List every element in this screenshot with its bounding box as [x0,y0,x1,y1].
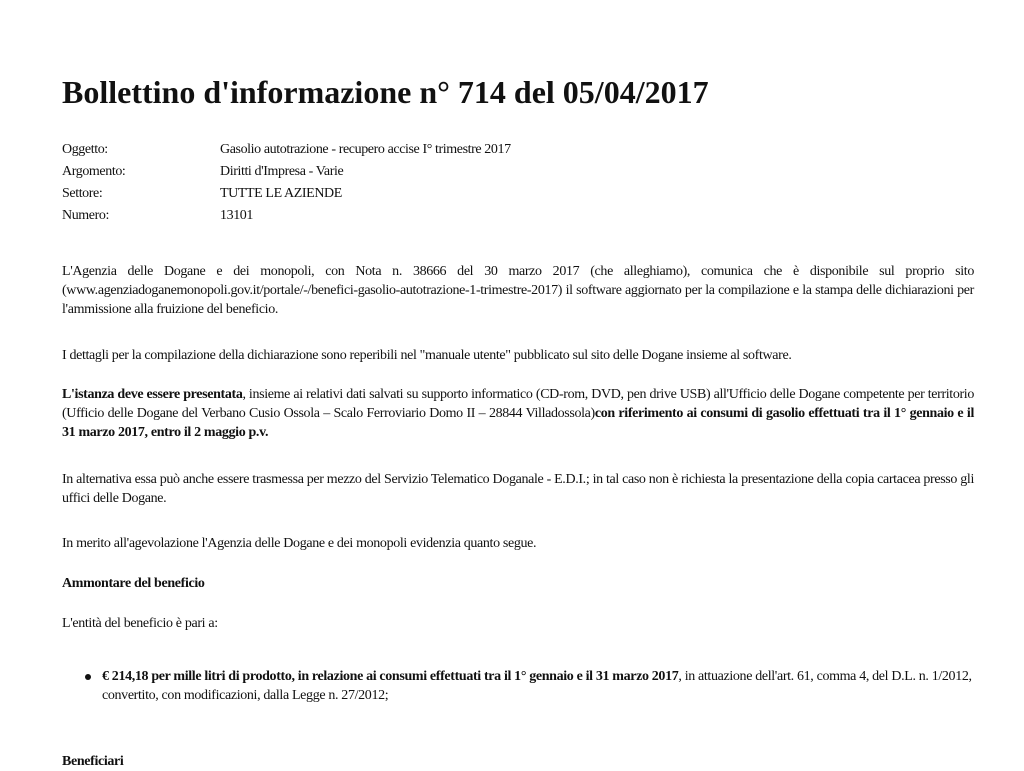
heading-beneficiari: Beneficiari [62,754,124,769]
meta-row-settore [62,183,511,205]
meta-value: TUTTE LE AZIENDE [220,186,342,201]
paragraph-istanza [62,385,974,442]
list-item [102,667,974,705]
benefit-bold: € 214,18 per mille litri di prodotto, in relazione ai consumi effettuati tra il 1° gennaio e il 31 marzo 2017 [102,669,679,684]
heading-ammontare: Ammontare del beneficio [62,576,205,591]
paragraph-manual: I dettagli per la compilazione della dichiarazione sono reperibili nel "manuale utente" pubblicato sul sito delle Dogane insieme al software. [62,348,792,363]
bullet-icon [85,674,91,680]
meta-label: Oggetto: [62,142,108,157]
meta-label: Settore: [62,186,103,201]
paragraph-merito: In merito all'agevolazione l'Agenzia delle Dogane e dei monopoli evidenzia quanto segue. [62,536,537,551]
istanza-bold-lead: L'istanza deve essere presentata [62,387,243,402]
benefit-list [62,667,974,705]
meta-value: 13101 [220,208,254,223]
meta-value: Diritti d'Impresa - Varie [220,164,344,179]
meta-row-numero [62,205,511,227]
page-title: Bollettino d'informazione n° 714 del 05/04/2017 [62,74,709,110]
meta-value: Gasolio autotrazione - recupero accise I° trimestre 2017 [220,142,511,157]
istanza-bold-deadline: con riferimento ai consumi di gasolio effettuati tra il 1° gennaio e il 31 marzo 2017, entro il 2 maggio p.v. [62,406,974,440]
benefit-rest: , in attuazione dell'art. 61, comma 4, del D.L. n. 1/2012, convertito, con modificazioni, dalla Legge n. 27/2012; [102,669,972,703]
metadata-table [62,139,511,227]
paragraph-entita: L'entità del beneficio è pari a: [62,616,218,631]
istanza-body: , insieme ai relativi dati salvati su supporto informatico (CD-rom, DVD, pen drive USB) all'Ufficio delle Dogane competente per territorio (Ufficio delle Dogane del Verbano Cusio Ossola – Scalo Ferroviario Domo II – 28844 Villadossola) [62,387,974,421]
meta-label: Argomento: [62,164,126,179]
paragraph-intro: L'Agenzia delle Dogane e dei monopoli, con Nota n. 38666 del 30 marzo 2017 (che alleghiamo), comunica che è disponibile sul proprio sito (www.agenziadoganemonopoli.gov.it/portale/-/benefici-gasolio-autotrazione-1-trimestre-2017) il software aggiornato per la compilazione e la stampa delle dichiarazioni per l'ammissione alla fruizione del beneficio. [62,264,974,317]
meta-row-oggetto [62,139,511,161]
paragraph-alternativa: In alternativa essa può anche essere trasmessa per mezzo del Servizio Telematico Doganale - E.D.I.; in tal caso non è richiesta la presentazione della copia cartacea presso gli uffici delle Dogane. [62,472,974,506]
meta-label: Numero: [62,208,109,223]
meta-row-argomento [62,161,511,183]
